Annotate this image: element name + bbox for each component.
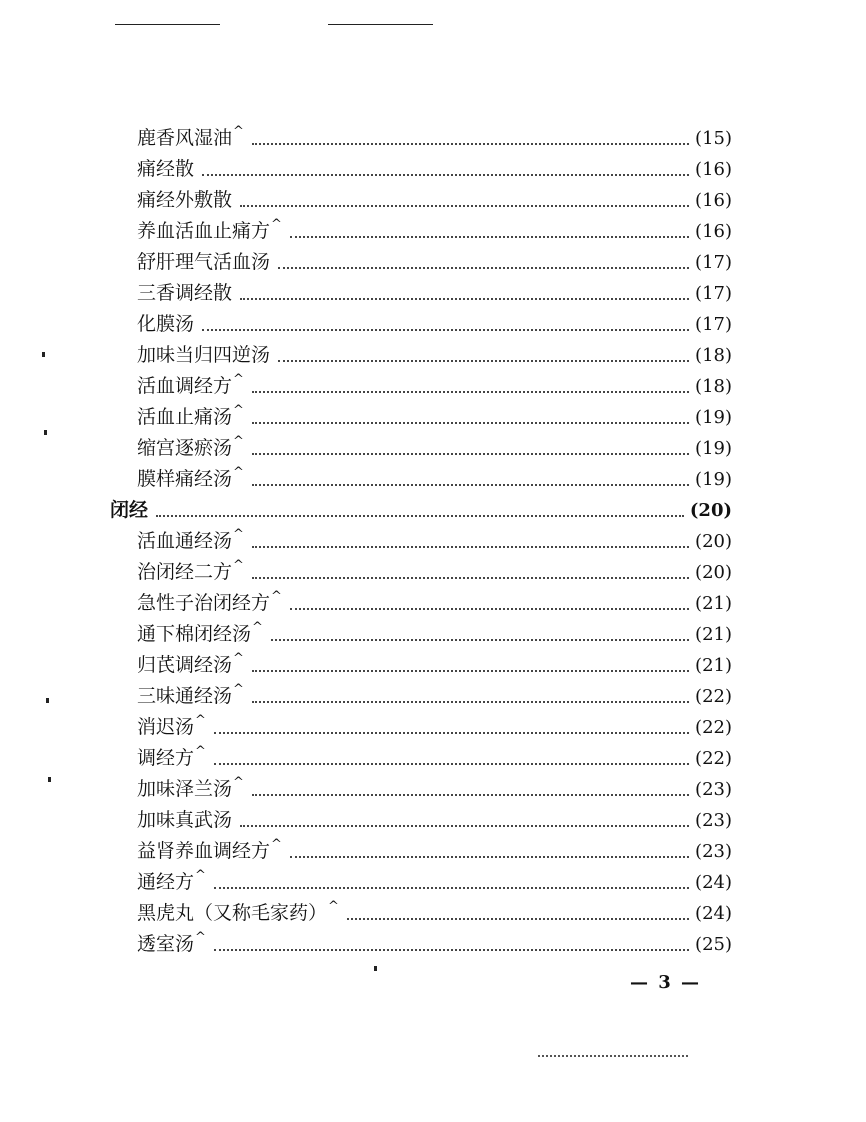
toc-entry — [110, 154, 732, 185]
entry-page: (21) — [695, 593, 732, 614]
entry-title: 活血调经方 — [137, 375, 233, 397]
caret-mark-icon: ^ — [233, 403, 244, 418]
dot-leader — [278, 267, 689, 269]
caret-mark-icon: ^ — [195, 868, 206, 883]
entry-title: 消迟汤 — [137, 716, 195, 738]
toc-entry — [110, 774, 732, 805]
entry-page: (24) — [695, 872, 732, 893]
caret-mark-icon: ^ — [233, 558, 244, 573]
entry-title: 膜样痛经汤 — [137, 468, 233, 490]
dot-leader — [252, 701, 689, 703]
entry-title: 活血通经汤 — [137, 530, 233, 552]
entry-page: (23) — [695, 779, 732, 800]
entry-page: (19) — [695, 469, 732, 490]
caret-mark-icon: ^ — [233, 682, 244, 697]
dot-leader — [240, 205, 689, 207]
entry-title: 黑虎丸（又称毛家药） — [137, 902, 328, 924]
toc-entry — [110, 588, 732, 619]
entry-page: (21) — [695, 624, 732, 645]
entry-page: (24) — [695, 903, 732, 924]
entry-title: 急性子治闭经方 — [137, 592, 271, 614]
bottom-scan-line — [538, 1055, 688, 1057]
dot-leader — [290, 856, 689, 858]
entry-page: (17) — [695, 283, 732, 304]
entry-page: (19) — [695, 438, 732, 459]
entry-page: (20) — [695, 531, 732, 552]
toc-entry — [110, 929, 732, 960]
scan-speck — [374, 966, 377, 971]
scan-speck — [44, 430, 47, 435]
entry-page: (22) — [695, 686, 732, 707]
caret-mark-icon: ^ — [328, 899, 339, 914]
dot-leader — [240, 825, 689, 827]
caret-mark-icon: ^ — [233, 434, 244, 449]
caret-mark-icon: ^ — [233, 372, 244, 387]
entry-title: 痛经散 — [137, 158, 195, 180]
entry-page: (20) — [695, 562, 732, 583]
entry-title: 通经方 — [137, 871, 195, 893]
toc-entry — [110, 650, 732, 681]
dot-leader — [252, 484, 689, 486]
caret-mark-icon: ^ — [195, 930, 206, 945]
entry-title: 归芪调经汤 — [137, 654, 233, 676]
entry-page: (16) — [695, 221, 732, 242]
entry-title: 舒肝理气活血汤 — [137, 251, 271, 273]
dot-leader — [252, 391, 689, 393]
entry-page: (22) — [695, 748, 732, 769]
toc-entry — [110, 433, 732, 464]
dot-leader — [202, 329, 689, 331]
dot-leader — [214, 887, 689, 889]
entry-page: (21) — [695, 655, 732, 676]
top-rule-left — [115, 24, 220, 25]
toc-entry — [110, 247, 732, 278]
entry-page: (25) — [695, 934, 732, 955]
entry-title: 加味泽兰汤 — [137, 778, 233, 800]
entry-page: (23) — [695, 841, 732, 862]
top-rule-right — [328, 24, 433, 25]
entry-title: 加味当归四逆汤 — [137, 344, 271, 366]
caret-mark-icon: ^ — [233, 124, 244, 139]
toc-entry — [110, 216, 732, 247]
toc-entry — [110, 743, 732, 774]
entry-title: 三香调经散 — [137, 282, 233, 304]
toc-entry — [110, 123, 732, 154]
toc-entry — [110, 557, 732, 588]
entry-title: 加味真武汤 — [137, 809, 233, 831]
dot-leader — [156, 515, 684, 517]
entry-title: 闭经 — [110, 499, 149, 521]
entry-page: (22) — [695, 717, 732, 738]
dot-leader — [202, 174, 689, 176]
entry-title: 治闭经二方 — [137, 561, 233, 583]
toc-entry — [110, 526, 732, 557]
caret-mark-icon: ^ — [233, 651, 244, 666]
toc-entry — [110, 464, 732, 495]
entry-page: (18) — [695, 345, 732, 366]
dot-leader — [278, 360, 689, 362]
entry-page: (16) — [695, 190, 732, 211]
entry-page: (15) — [695, 128, 732, 149]
toc-entry — [110, 340, 732, 371]
toc-entry — [110, 619, 732, 650]
dot-leader — [214, 732, 689, 734]
entry-title: 鹿香风湿油 — [137, 127, 233, 149]
caret-mark-icon: ^ — [233, 527, 244, 542]
caret-mark-icon: ^ — [271, 837, 282, 852]
dot-leader — [252, 143, 689, 145]
entry-title: 养血活血止痛方 — [137, 220, 271, 242]
toc-entry — [110, 185, 732, 216]
scan-speck — [42, 352, 45, 357]
entry-title: 三味通经汤 — [137, 685, 233, 707]
entry-page: (23) — [695, 810, 732, 831]
caret-mark-icon: ^ — [195, 713, 206, 728]
dot-leader — [214, 949, 689, 951]
dot-leader — [252, 670, 689, 672]
dot-leader — [347, 918, 689, 920]
scan-speck — [48, 777, 51, 782]
toc-entry — [110, 371, 732, 402]
dot-leader — [252, 453, 689, 455]
table-of-contents — [110, 123, 732, 960]
entry-title: 调经方 — [137, 747, 195, 769]
caret-mark-icon: ^ — [233, 775, 244, 790]
entry-page: (19) — [695, 407, 732, 428]
caret-mark-icon: ^ — [271, 589, 282, 604]
entry-title: 缩宫逐瘀汤 — [137, 437, 233, 459]
toc-entry — [110, 402, 732, 433]
scan-speck — [46, 698, 49, 703]
toc-section — [110, 495, 732, 526]
dot-leader — [252, 546, 689, 548]
entry-page: (16) — [695, 159, 732, 180]
caret-mark-icon: ^ — [271, 217, 282, 232]
entry-title: 通下棉闭经汤 — [137, 623, 252, 645]
caret-mark-icon: ^ — [195, 744, 206, 759]
toc-entry — [110, 309, 732, 340]
entry-title: 益肾养血调经方 — [137, 840, 271, 862]
dot-leader — [290, 236, 689, 238]
toc-entry — [110, 805, 732, 836]
entry-title: 活血止痛汤 — [137, 406, 233, 428]
toc-entry — [110, 867, 732, 898]
entry-page: (17) — [695, 314, 732, 335]
dot-leader — [271, 639, 689, 641]
dot-leader — [252, 794, 689, 796]
dot-leader — [214, 763, 689, 765]
toc-entry — [110, 278, 732, 309]
entry-title: 痛经外敷散 — [137, 189, 233, 211]
caret-mark-icon: ^ — [252, 620, 263, 635]
entry-page: (18) — [695, 376, 732, 397]
entry-title: 化膜汤 — [137, 313, 195, 335]
dot-leader — [252, 577, 689, 579]
entry-title: 透室汤 — [137, 933, 195, 955]
entry-page: (17) — [695, 252, 732, 273]
entry-page: (20) — [689, 500, 732, 521]
dot-leader — [240, 298, 689, 300]
dot-leader — [290, 608, 689, 610]
caret-mark-icon: ^ — [233, 465, 244, 480]
page-number: — 3 — — [630, 972, 702, 993]
dot-leader — [252, 422, 689, 424]
